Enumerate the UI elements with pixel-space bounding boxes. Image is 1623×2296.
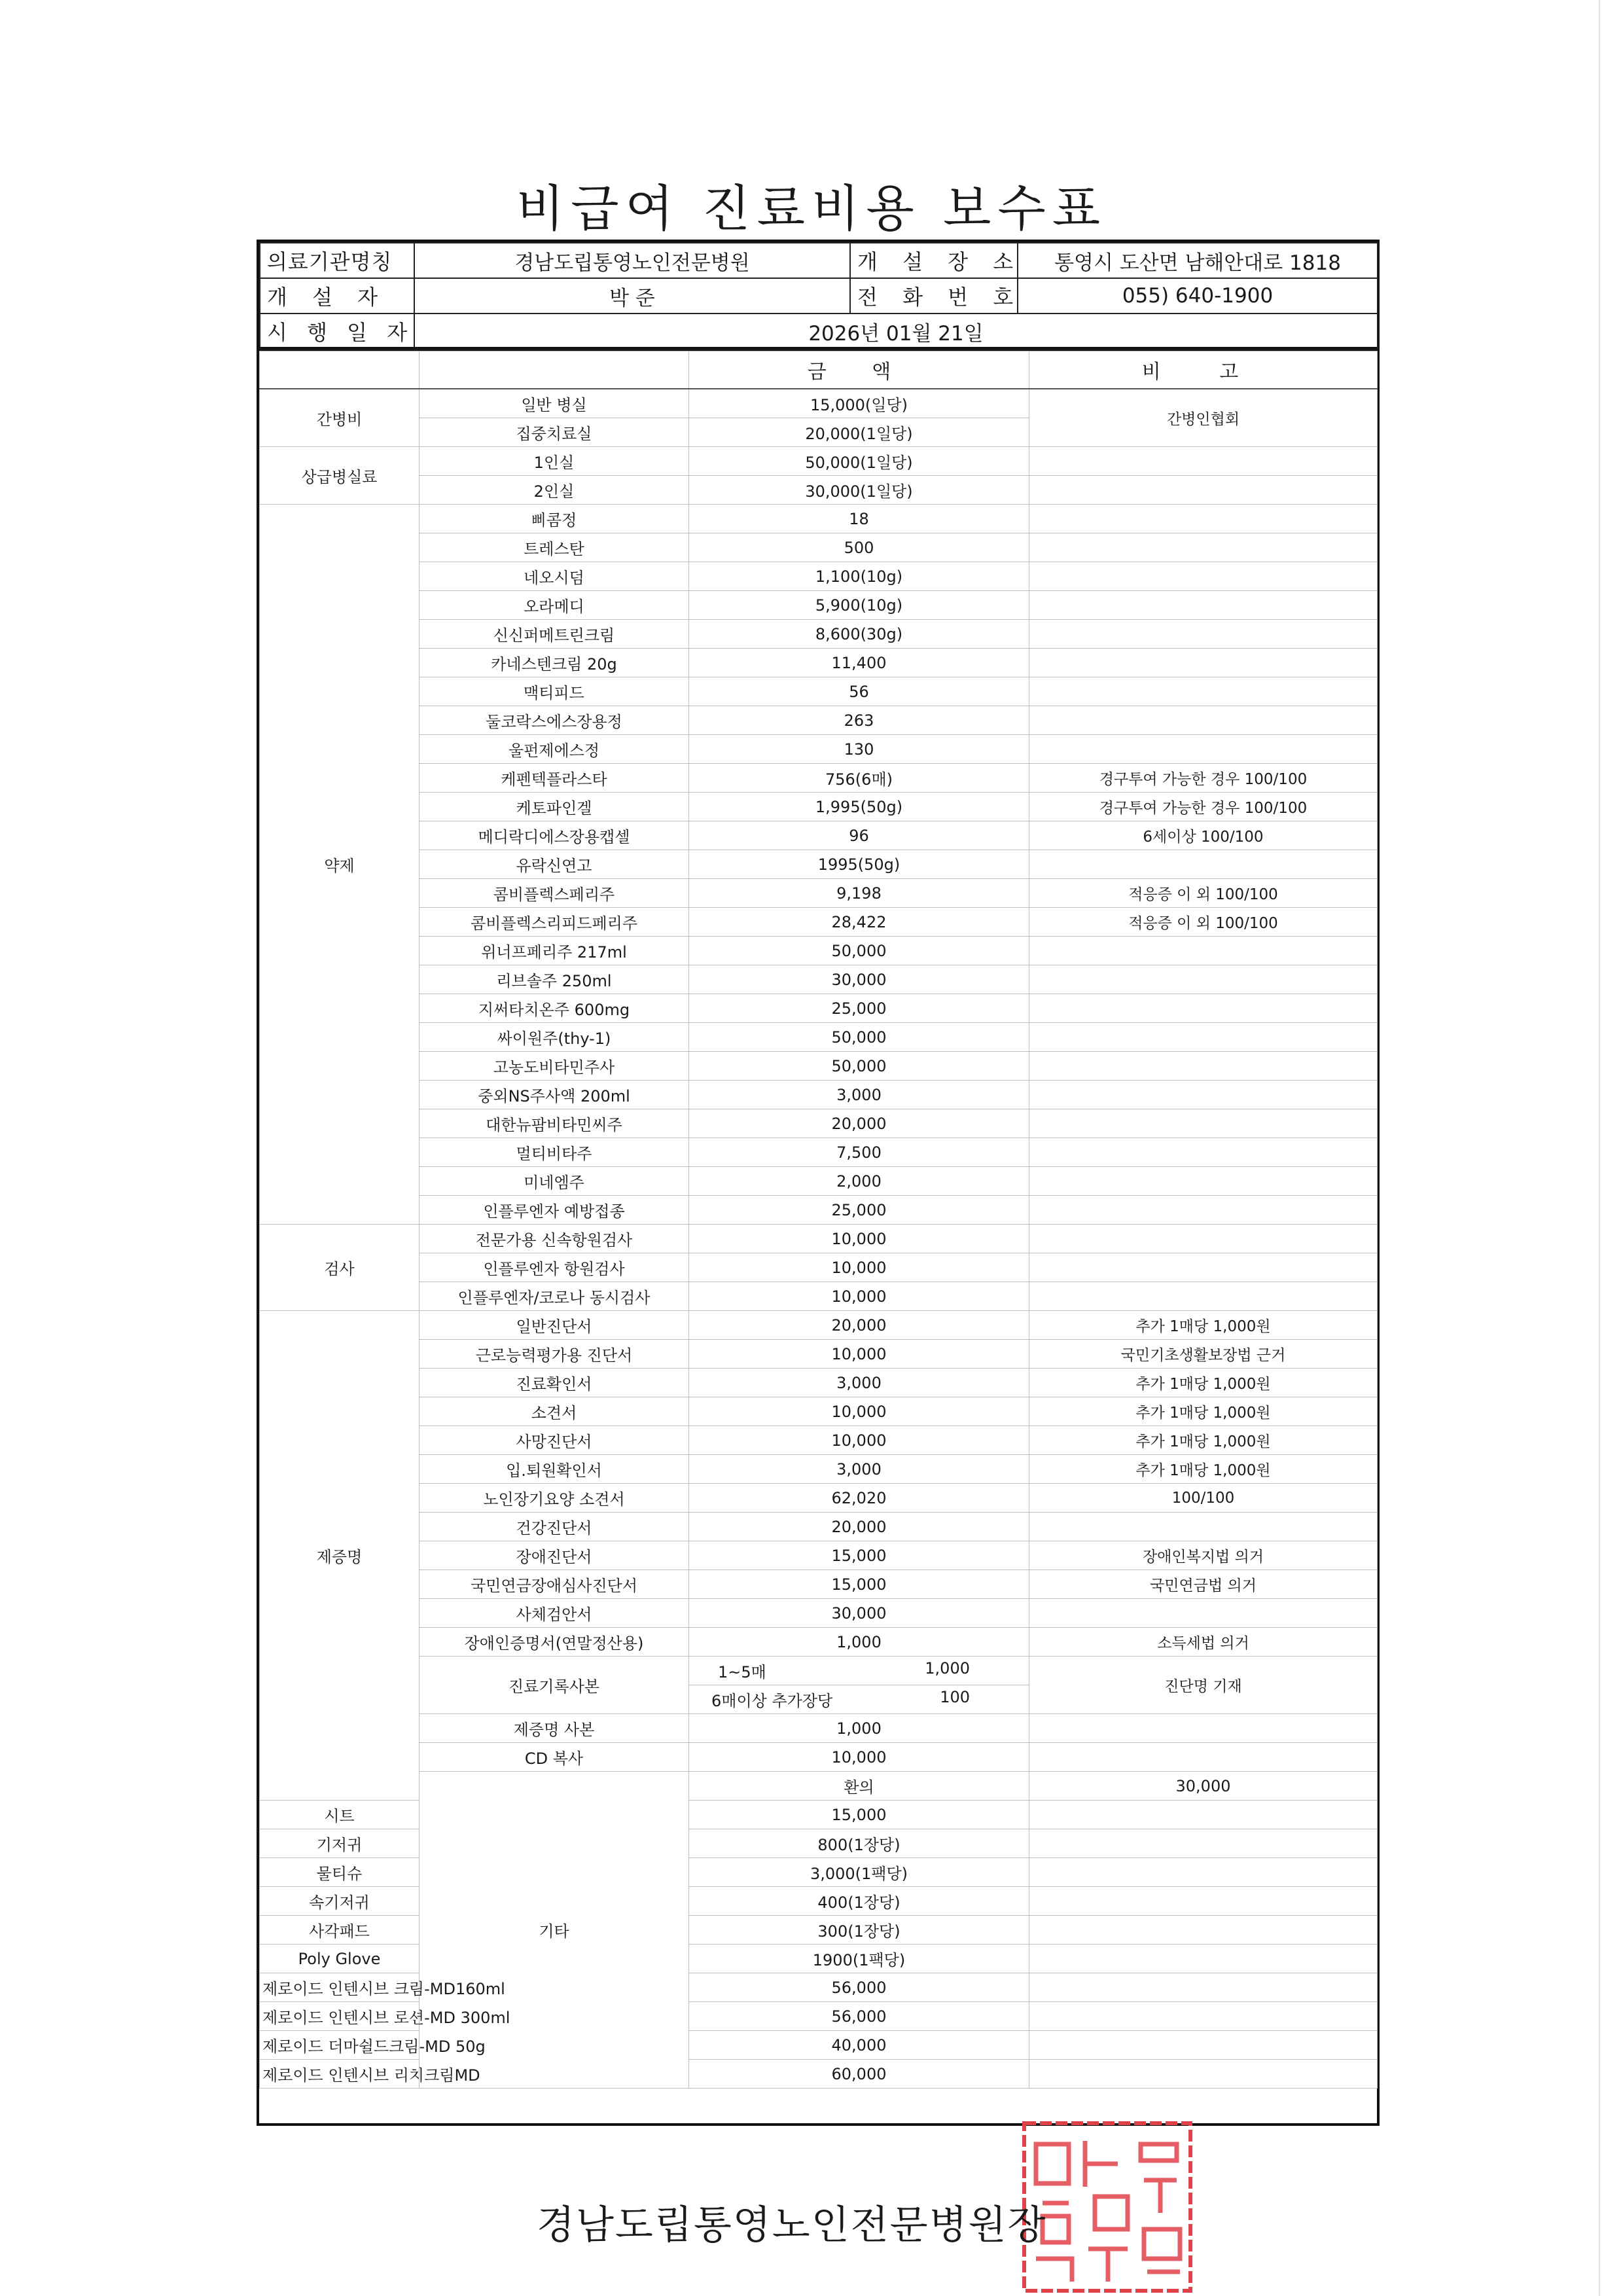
table-row xyxy=(260,1570,1378,1599)
table-row xyxy=(260,1253,1378,1282)
item-name: 리브솔주 250ml xyxy=(419,965,689,994)
item-name: 1인실 xyxy=(419,447,689,476)
effective-date: 2026년 01월 21일 xyxy=(414,314,1378,349)
item-note xyxy=(1029,1225,1378,1253)
item-note: 간병인협회 xyxy=(1029,389,1378,447)
item-amount: 25,000 xyxy=(689,994,1029,1023)
item-note xyxy=(1029,2002,1378,2031)
item-note xyxy=(1029,677,1378,706)
item-name: 환의 xyxy=(689,1772,1029,1801)
table-row xyxy=(260,1282,1378,1311)
document-title: 비급여 진료비용 보수표 xyxy=(516,179,1107,238)
item-note xyxy=(1029,562,1378,591)
item-note xyxy=(1029,1253,1378,1282)
item-amount: 3,000 xyxy=(689,1081,1029,1109)
item-note xyxy=(1029,937,1378,965)
phone-label: 전 화 번 호 xyxy=(850,278,1018,314)
table-row xyxy=(260,1340,1378,1369)
item-name: 네오시덤 xyxy=(419,562,689,591)
item-name: CD 복사 xyxy=(419,1743,689,1772)
item-note xyxy=(1029,1858,1378,1887)
header-row xyxy=(260,278,1378,314)
item-name: 물티슈 xyxy=(260,1858,419,1887)
item-amount: 40,000 xyxy=(689,2031,1029,2060)
item-note xyxy=(1029,850,1378,879)
table-row xyxy=(260,1541,1378,1570)
item-name: 진료기록사본 xyxy=(419,1657,689,1714)
item-amount: 3,000(1팩당) xyxy=(689,1858,1029,1887)
item-note xyxy=(1029,649,1378,677)
item-name: 제로이드 인텐시브 크림-MD160ml xyxy=(260,1973,419,2002)
table-row xyxy=(260,937,1378,965)
item-note xyxy=(1029,620,1378,649)
table-row xyxy=(260,1397,1378,1426)
item-note: 장애인복지법 의거 xyxy=(1029,1541,1378,1570)
item-amount: 56,000 xyxy=(689,1973,1029,2002)
item-name: 유락신연고 xyxy=(419,850,689,879)
item-amount: 30,000(1일당) xyxy=(689,476,1029,505)
item-note xyxy=(1029,965,1378,994)
table-row xyxy=(260,476,1378,505)
table-row xyxy=(260,706,1378,735)
item-name: 기저귀 xyxy=(260,1829,419,1858)
item-note xyxy=(1029,1081,1378,1109)
item-amount: 2,000 xyxy=(689,1167,1029,1196)
item-note: 추가 1매당 1,000원 xyxy=(1029,1311,1378,1340)
table-row xyxy=(260,1628,1378,1657)
table-row xyxy=(260,620,1378,649)
table-row xyxy=(260,649,1378,677)
item-name: 소견서 xyxy=(419,1397,689,1426)
item-name: 미네엠주 xyxy=(419,1167,689,1196)
item-name: 대한뉴팜비타민씨주 xyxy=(419,1109,689,1138)
table-row xyxy=(260,1081,1378,1109)
item-amount: 1900(1팩당) xyxy=(689,1945,1029,1973)
item-note xyxy=(1029,1743,1378,1772)
item-note: 소득세법 의거 xyxy=(1029,1628,1378,1657)
item-amount: 15,000 xyxy=(689,1801,1029,1829)
address-value: 통영시 도산면 남해안대로 1818 xyxy=(1018,243,1378,278)
item-note: 국민기초생활보장법 근거 xyxy=(1029,1340,1378,1369)
table-row xyxy=(260,1426,1378,1455)
item-note xyxy=(1029,505,1378,533)
item-note xyxy=(1029,1973,1378,2002)
item-note xyxy=(1029,1282,1378,1311)
item-note: 경구투여 가능한 경우 100/100 xyxy=(1029,793,1378,821)
item-note xyxy=(1029,735,1378,764)
table-row xyxy=(260,1743,1378,1772)
founder-value: 박 준 xyxy=(414,278,850,314)
item-name: 지써타치온주 600mg xyxy=(419,994,689,1023)
item-amount: 30,000 xyxy=(689,1599,1029,1628)
table-row xyxy=(260,908,1378,937)
table-row xyxy=(260,850,1378,879)
table-row xyxy=(260,447,1378,476)
item-name: 트레스탄 xyxy=(419,533,689,562)
item-note xyxy=(1029,1052,1378,1081)
item-name: 콤비플렉스리피드페리주 xyxy=(419,908,689,937)
table-row xyxy=(260,591,1378,620)
item-name: 고농도비타민주사 xyxy=(419,1052,689,1081)
item-name: 싸이원주(thy-1) xyxy=(419,1023,689,1052)
item-note xyxy=(1029,1109,1378,1138)
item-amount: 10,000 xyxy=(689,1743,1029,1772)
item-name: 전문가용 신속항원검사 xyxy=(419,1225,689,1253)
item-name: 2인실 xyxy=(419,476,689,505)
item-name: 둘코락스에스장용정 xyxy=(419,706,689,735)
item-name: 카네스텐크림 20g xyxy=(419,649,689,677)
item-name: 멀티비타주 xyxy=(419,1138,689,1167)
item-amount: 500 xyxy=(689,533,1029,562)
item-amount: 300(1장당) xyxy=(689,1916,1029,1945)
item-amount: 10,000 xyxy=(689,1282,1029,1311)
item-name: 사각패드 xyxy=(260,1916,419,1945)
item-amount: 30,000 xyxy=(1029,1772,1378,1801)
item-amount: 1995(50g) xyxy=(689,850,1029,879)
item-name: 건강진단서 xyxy=(419,1513,689,1541)
group-label-drugs: 약제 xyxy=(260,505,419,1225)
item-amount: 20,000 xyxy=(689,1311,1029,1340)
item-name: 근로능력평가용 진단서 xyxy=(419,1340,689,1369)
item-amount: 96 xyxy=(689,821,1029,850)
table-row xyxy=(260,793,1378,821)
item-name: 장애진단서 xyxy=(419,1541,689,1570)
item-amount: 50,000 xyxy=(689,1052,1029,1081)
item-name: 입.퇴원확인서 xyxy=(419,1455,689,1484)
group-label-etc: 기타 xyxy=(419,1772,689,2089)
item-amount: 62,020 xyxy=(689,1484,1029,1513)
item-note: 경구투여 가능한 경우 100/100 xyxy=(1029,764,1378,793)
table-row xyxy=(260,1657,1378,1685)
item-name: 인플루엔자/코로나 동시검사 xyxy=(419,1282,689,1311)
note-header: 비 고 xyxy=(1029,351,1378,389)
item-amount: 20,000(1일당) xyxy=(689,418,1029,447)
table-row xyxy=(260,1052,1378,1081)
item-note xyxy=(1029,1945,1378,1973)
item-amount: 756(6매) xyxy=(689,764,1029,793)
item-amount: 50,000 xyxy=(689,1023,1029,1052)
table-row xyxy=(260,1225,1378,1253)
item-amount: 15,000 xyxy=(689,1570,1029,1599)
table-row xyxy=(260,1109,1378,1138)
item-note xyxy=(1029,1714,1378,1743)
item-amount: 25,000 xyxy=(689,1196,1029,1225)
item-amount: 7,500 xyxy=(689,1138,1029,1167)
item-name: 케펜텍플라스타 xyxy=(419,764,689,793)
table-row xyxy=(260,533,1378,562)
item-name: 속기저귀 xyxy=(260,1887,419,1916)
item-name: 노인장기요양 소견서 xyxy=(419,1484,689,1513)
table-row xyxy=(260,1714,1378,1743)
item-name: 사망진단서 xyxy=(419,1426,689,1455)
item-amount: 3,000 xyxy=(689,1455,1029,1484)
table-row xyxy=(260,1196,1378,1225)
item-amount: 400(1장당) xyxy=(689,1887,1029,1916)
page-edge-line xyxy=(1599,0,1600,2296)
item-amount: 10,000 xyxy=(689,1426,1029,1455)
item-note: 적응증 이 외 100/100 xyxy=(1029,879,1378,908)
group-label-room: 상급병실료 xyxy=(260,447,419,505)
item-note: 추가 1매당 1,000원 xyxy=(1029,1455,1378,1484)
item-amount: 3,000 xyxy=(689,1369,1029,1397)
table-row xyxy=(260,1167,1378,1196)
item-note: 추가 1매당 1,000원 xyxy=(1029,1369,1378,1397)
item-name: 신신퍼메트린크림 xyxy=(419,620,689,649)
group-label-care: 간병비 xyxy=(260,389,419,447)
table-row xyxy=(260,1455,1378,1484)
item-name: 오라메디 xyxy=(419,591,689,620)
item-name: 국민연금장애심사진단서 xyxy=(419,1570,689,1599)
item-note xyxy=(1029,1513,1378,1541)
item-amount: 15,000(일당) xyxy=(689,389,1029,418)
table-row xyxy=(260,1023,1378,1052)
sub-amount: 100 xyxy=(940,1688,970,1706)
header-blank xyxy=(260,351,419,389)
item-amount: 11,400 xyxy=(689,649,1029,677)
item-note xyxy=(1029,1916,1378,1945)
item-note xyxy=(1029,1138,1378,1167)
header-row xyxy=(260,243,1378,278)
item-amount: 130 xyxy=(689,735,1029,764)
item-name: 메디락디에스장용캡셀 xyxy=(419,821,689,850)
item-name: 제로이드 더마쉴드크림-MD 50g xyxy=(260,2031,419,2060)
table-row xyxy=(260,505,1378,533)
item-note xyxy=(1029,1801,1378,1829)
footer-signature: 경남도립통영노인전문병원장 xyxy=(537,2202,1047,2248)
institution-name: 경남도립통영노인전문병원 xyxy=(414,243,850,278)
item-amount: 10,000 xyxy=(689,1225,1029,1253)
sub-label: 6매이상 추가장당 xyxy=(711,1692,833,1710)
phone-value: 055) 640-1900 xyxy=(1018,278,1378,314)
item-amount: 9,198 xyxy=(689,879,1029,908)
item-note xyxy=(1029,533,1378,562)
item-name: 진료확인서 xyxy=(419,1369,689,1397)
item-note xyxy=(1029,1887,1378,1916)
group-label-certs: 제증명 xyxy=(260,1311,419,1801)
item-note xyxy=(1029,447,1378,476)
item-amount-sub2 xyxy=(689,1685,1029,1714)
item-name: 삐콤정 xyxy=(419,505,689,533)
item-note xyxy=(1029,994,1378,1023)
table-row xyxy=(260,821,1378,850)
item-note xyxy=(1029,1599,1378,1628)
item-name: 중외NS주사액 200ml xyxy=(419,1081,689,1109)
sub-label: 1~5매 xyxy=(718,1663,766,1681)
table-row xyxy=(260,677,1378,706)
item-amount: 56,000 xyxy=(689,2002,1029,2031)
item-name: 위너프페리주 217ml xyxy=(419,937,689,965)
item-name: 제증명 사본 xyxy=(419,1714,689,1743)
table-row xyxy=(260,1311,1378,1340)
item-amount: 10,000 xyxy=(689,1340,1029,1369)
institution-label: 의료기관명칭 xyxy=(260,243,414,278)
item-note xyxy=(1029,1829,1378,1858)
item-note: 추가 1매당 1,000원 xyxy=(1029,1426,1378,1455)
table-row xyxy=(260,389,1378,418)
item-amount: 15,000 xyxy=(689,1541,1029,1570)
item-amount: 10,000 xyxy=(689,1253,1029,1282)
item-amount: 60,000 xyxy=(689,2060,1029,2089)
item-name: 시트 xyxy=(260,1801,419,1829)
table-row xyxy=(260,1599,1378,1628)
header-row xyxy=(260,314,1378,349)
amount-header: 금 액 xyxy=(689,351,1029,389)
column-header-row xyxy=(260,351,1378,389)
table-row xyxy=(260,764,1378,793)
table-row xyxy=(260,879,1378,908)
item-note xyxy=(1029,2031,1378,2060)
item-amount: 800(1장당) xyxy=(689,1829,1029,1858)
table-row xyxy=(260,1369,1378,1397)
item-name: 장애인증명서(연말정산용) xyxy=(419,1628,689,1657)
item-name: 제로이드 인텐시브 로션-MD 300ml xyxy=(260,2002,419,2031)
item-name: 맥티피드 xyxy=(419,677,689,706)
group-label-tests: 검사 xyxy=(260,1225,419,1311)
item-amount: 5,900(10g) xyxy=(689,591,1029,620)
item-amount: 56 xyxy=(689,677,1029,706)
item-note xyxy=(1029,1196,1378,1225)
table-row xyxy=(260,994,1378,1023)
item-name: 일반 병실 xyxy=(419,389,689,418)
item-name: 제로이드 인텐시브 리치크림MD xyxy=(260,2060,419,2089)
table-row xyxy=(260,1484,1378,1513)
item-note xyxy=(1029,591,1378,620)
item-amount: 20,000 xyxy=(689,1109,1029,1138)
header-blank xyxy=(419,351,689,389)
item-note xyxy=(1029,1023,1378,1052)
item-amount: 10,000 xyxy=(689,1397,1029,1426)
item-amount: 8,600(30g) xyxy=(689,620,1029,649)
item-amount: 50,000(1일당) xyxy=(689,447,1029,476)
item-name: 케토파인겔 xyxy=(419,793,689,821)
item-amount: 20,000 xyxy=(689,1513,1029,1541)
address-label: 개 설 장 소 xyxy=(850,243,1018,278)
item-note xyxy=(1029,706,1378,735)
item-amount: 50,000 xyxy=(689,937,1029,965)
item-note: 적응증 이 외 100/100 xyxy=(1029,908,1378,937)
item-amount: 18 xyxy=(689,505,1029,533)
item-note xyxy=(1029,2060,1378,2089)
table-row xyxy=(260,965,1378,994)
item-note: 진단명 기재 xyxy=(1029,1657,1378,1714)
item-note xyxy=(1029,476,1378,505)
item-amount: 1,000 xyxy=(689,1714,1029,1743)
item-note: 6세이상 100/100 xyxy=(1029,821,1378,850)
effective-label: 시 행 일 자 xyxy=(260,314,414,349)
item-name: Poly Glove xyxy=(260,1945,419,1973)
table-row xyxy=(260,562,1378,591)
item-name: 사체검안서 xyxy=(419,1599,689,1628)
table-row xyxy=(260,1138,1378,1167)
item-amount: 28,422 xyxy=(689,908,1029,937)
founder-label: 개 설 자 xyxy=(260,278,414,314)
item-amount: 1,995(50g) xyxy=(689,793,1029,821)
item-name: 울펀제에스정 xyxy=(419,735,689,764)
item-note: 추가 1매당 1,000원 xyxy=(1029,1397,1378,1426)
item-note: 100/100 xyxy=(1029,1484,1378,1513)
item-amount: 263 xyxy=(689,706,1029,735)
item-name: 집중치료실 xyxy=(419,418,689,447)
sub-amount: 1,000 xyxy=(925,1659,970,1677)
header-table xyxy=(259,242,1378,350)
item-amount: 1,100(10g) xyxy=(689,562,1029,591)
fee-table xyxy=(259,351,1378,2089)
item-name: 인플루엔자 예방접종 xyxy=(419,1196,689,1225)
item-name: 콤비플렉스페리주 xyxy=(419,879,689,908)
table-row xyxy=(260,735,1378,764)
item-amount: 1,000 xyxy=(689,1628,1029,1657)
item-note: 국민연금법 의거 xyxy=(1029,1570,1378,1599)
item-amount: 30,000 xyxy=(689,965,1029,994)
item-amount-sub1 xyxy=(689,1657,1029,1685)
table-row xyxy=(260,1513,1378,1541)
item-name: 인플루엔자 항원검사 xyxy=(419,1253,689,1282)
item-name: 일반진단서 xyxy=(419,1311,689,1340)
table-row xyxy=(260,1772,1378,1801)
item-note xyxy=(1029,1167,1378,1196)
